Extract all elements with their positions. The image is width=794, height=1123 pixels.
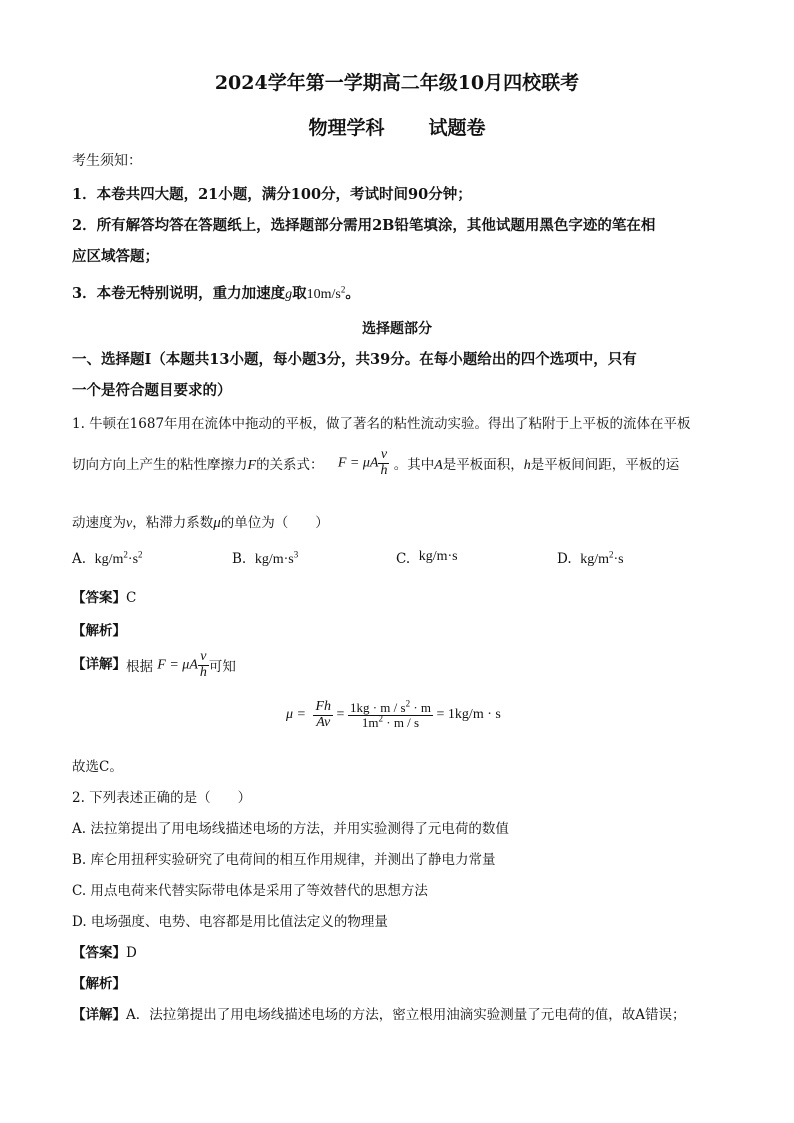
gravity-value: $10m/s^2$ xyxy=(306,284,346,302)
q1-analysis-tag: 【解析】 xyxy=(72,623,126,639)
q1-option-c: C. kg/m·s xyxy=(396,549,458,567)
q1-stem-line-3: 动速度为v，粘滞力系数μ的单位为（ ） xyxy=(72,515,329,531)
q2-option-c: C. 用点电荷来代替实际带电体是采用了等效替代的思想方法 xyxy=(72,883,428,899)
q1-stem-line-1: 1. 牛顿在1687年用在流体中拖动的平板，做了著名的粘性流动实验。得出了粘附于上平板的流体在平板 xyxy=(72,416,691,432)
notice-item-1: 1．本卷共四大题，21小题，满分100分，考试时间90分钟； xyxy=(72,186,472,203)
q1-option-a: A. $kg/m^2\cdot s^2$ xyxy=(72,549,143,567)
paper-name: 试题卷 xyxy=(428,117,486,139)
notice-heading: 考生须知： xyxy=(72,153,142,169)
q1-detail-formula: F = μA $\frac{v}{h}$ xyxy=(157,649,207,680)
q1-stem-line-2: 切向方向上产生的粘性摩擦力F的关系式： F = μA $\frac{v}{h}$ 。其中A是平板面积，h是平板间间距，平板的运 xyxy=(72,447,680,478)
notice-item-2-line-1: 2．所有解答均答在答题纸上，选择题部分需用2B铅笔填涂，其他试题用黑色字迹的笔在相 xyxy=(72,217,656,234)
exam-subtitle xyxy=(0,113,794,140)
q1-option-b: B. $kg/m\cdot s^3$ xyxy=(232,549,299,567)
notice-item-2-line-2: 应区域答题； xyxy=(72,248,159,265)
q2-answer: 【答案】D xyxy=(72,945,137,961)
q1-formula: F = μA $\frac{v}{h}$ xyxy=(337,447,388,478)
section-title: 选择题部分 xyxy=(362,321,432,337)
q2-option-b: B. 库仑用扭秤实验研究了电荷间的相互作用规律，并测出了静电力常量 xyxy=(72,852,496,868)
notice-item-3: 3．本卷无特别说明，重力加速度g取$10m/s^2$。 xyxy=(72,284,360,302)
q2-option-d: D. 电场强度、电势、电容都是用比值法定义的物理量 xyxy=(72,914,388,930)
part1-instructions-line-2: 一个是符合题目要求的） xyxy=(72,382,232,399)
q1-detail: 【详解】根据 F = μA $\frac{v}{h}$ 可知 xyxy=(72,649,236,680)
part1-instructions-line-1: 一、选择题Ⅰ（本题共13小题，每小题3分，共39分。在每小题给出的四个选项中，只有 xyxy=(72,351,637,368)
exam-title: 2024学年第一学期高二年级10月四校联考 xyxy=(214,72,580,94)
q1-derivation-equation: μ = $\frac{Fh}{Av}$ = $\frac{1kg \cdot m / s^2 \cdot m}{1m^2 \cdot m / s}$ = 1kg/m · s xyxy=(286,698,501,730)
q1-answer: 【答案】C xyxy=(72,590,137,606)
q2-analysis-tag: 【解析】 xyxy=(72,976,126,992)
q2-option-a: A. 法拉第提出了用电场线描述电场的方法，并用实验测得了元电荷的数值 xyxy=(72,821,509,837)
subject-name: 物理学科 xyxy=(308,117,385,139)
q2-detail: 【详解】A．法拉第提出了用电场线描述电场的方法，密立根用油滴实验测量了元电荷的值，故A错误； xyxy=(72,1007,686,1023)
q2-stem: 2. 下列表述正确的是（ ） xyxy=(72,790,252,806)
q1-option-d: D. $kg/m^2\cdot s$ xyxy=(557,549,624,567)
var-g: g xyxy=(285,287,293,302)
q1-conclusion: 故选C。 xyxy=(72,759,123,775)
